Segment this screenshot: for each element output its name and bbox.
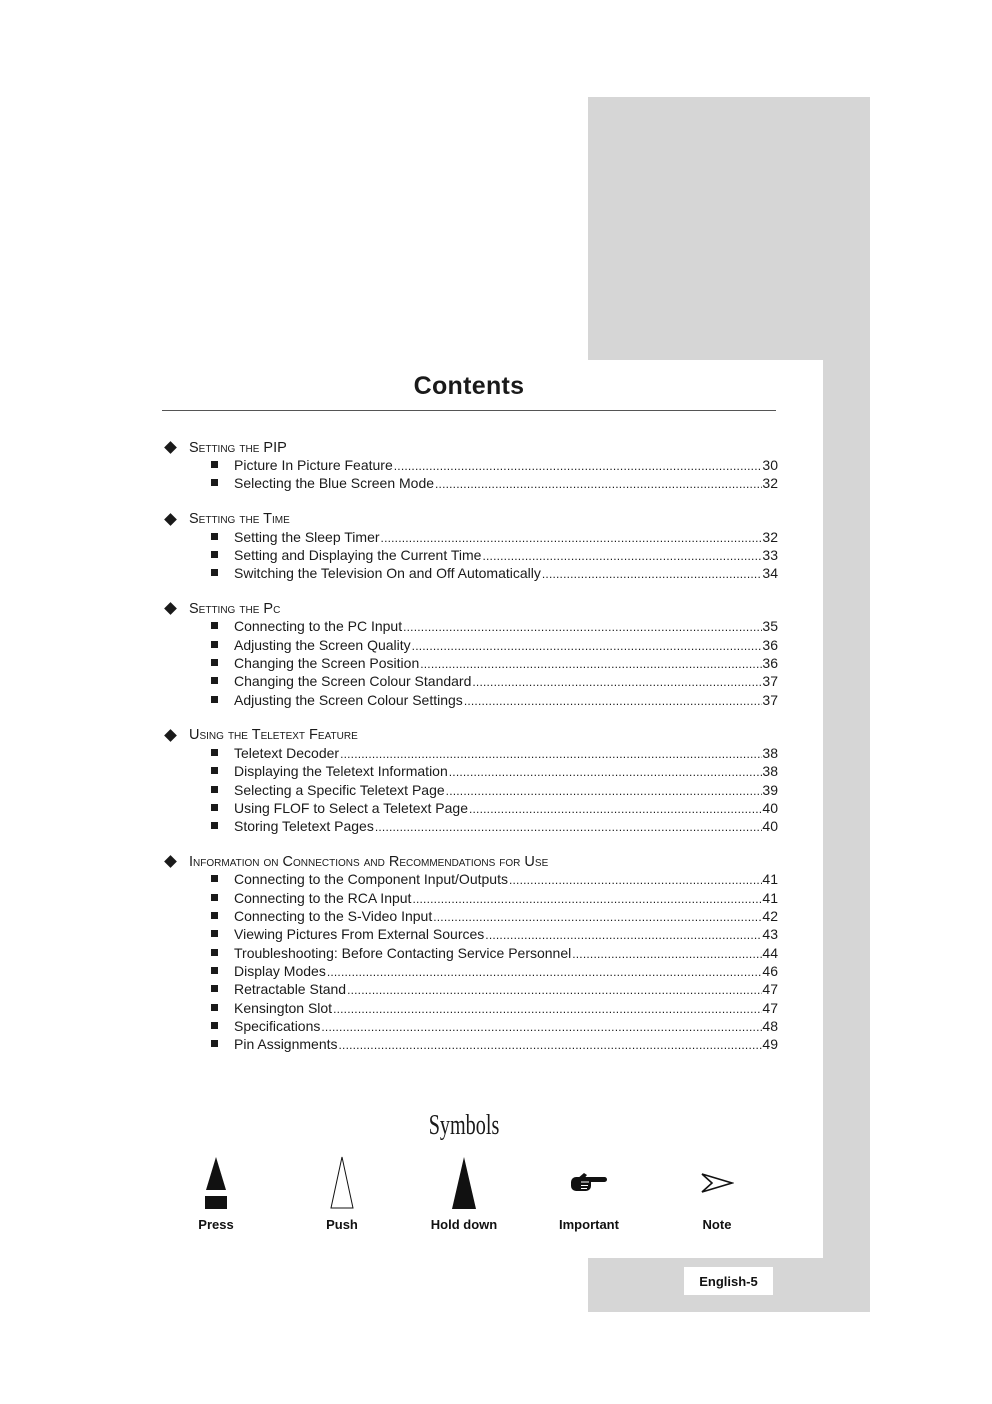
- symbol-push: [282, 1155, 402, 1232]
- toc-entry-label: Storing Teletext Pages: [234, 818, 374, 835]
- square-bullet-icon: [211, 659, 218, 666]
- toc-entry: [162, 655, 778, 673]
- square-bullet-icon: [211, 641, 218, 648]
- toc-entry-label: Setting the Sleep Timer: [234, 528, 380, 545]
- toc-entry-label: Using FLOF to Select a Teletext Page: [234, 799, 468, 816]
- diamond-bullet-icon: [164, 441, 177, 454]
- section-heading-text: Setting the PIP: [189, 439, 287, 456]
- toc-entry-label: Changing the Screen Position: [234, 655, 420, 672]
- toc-entry-page: 34: [762, 565, 778, 582]
- section-heading: [162, 510, 778, 529]
- toc-entry-label: Connecting to the PC Input: [234, 618, 403, 635]
- toc-entry: [162, 529, 778, 547]
- square-bullet-icon: [211, 696, 218, 703]
- toc-entry-label: Retractable Stand: [234, 981, 347, 998]
- toc-entry: [162, 800, 778, 818]
- square-bullet-icon: [211, 551, 218, 558]
- toc-entry-label: Specifications: [234, 1017, 321, 1034]
- title-divider: [162, 410, 776, 411]
- toc-entry-page: 44: [762, 944, 778, 961]
- square-bullet-icon: [211, 804, 218, 811]
- square-bullet-icon: [211, 1040, 218, 1047]
- toc-entry-page: 47: [762, 999, 778, 1016]
- toc-entry-label: Changing the Screen Colour Standard: [234, 673, 472, 690]
- toc-entry-label: Connecting to the S-Video Input: [234, 908, 433, 925]
- section-heading-text: Setting the Time: [189, 511, 290, 528]
- square-bullet-icon: [211, 461, 218, 468]
- symbols-title: Symbols: [428, 1110, 500, 1141]
- dot-leader: [320, 1020, 762, 1034]
- page-number-label: English-5: [684, 1267, 773, 1295]
- push-icon: [328, 1155, 356, 1211]
- toc-entry-page: 47: [762, 981, 778, 998]
- toc-entry: [162, 692, 778, 710]
- toc-section: [162, 726, 778, 836]
- toc-entry-label: Teletext Decoder: [234, 744, 340, 761]
- toc-section: [162, 852, 778, 1054]
- toc-section: [162, 510, 778, 584]
- square-bullet-icon: [211, 767, 218, 774]
- toc-entry-page: 30: [762, 457, 778, 473]
- toc-entry: [162, 981, 778, 999]
- toc-entry-label: Adjusting the Screen Quality: [234, 636, 411, 653]
- toc-entry-page: 33: [762, 546, 778, 563]
- toc-entry-label: Kensington Slot: [234, 999, 333, 1016]
- dot-leader: [411, 892, 762, 906]
- square-bullet-icon: [211, 912, 218, 919]
- toc-entry: [162, 745, 778, 763]
- toc-entry-label: Adjusting the Screen Colour Settings: [234, 691, 463, 708]
- dot-leader: [432, 910, 762, 924]
- toc-entry: [162, 908, 778, 926]
- dot-leader: [346, 983, 762, 997]
- symbol-label: Important: [559, 1217, 619, 1232]
- toc-entry-page: 43: [762, 926, 778, 943]
- toc-entry-page: 39: [762, 781, 778, 798]
- square-bullet-icon: [211, 930, 218, 937]
- square-bullet-icon: [211, 1004, 218, 1011]
- symbol-press: [156, 1155, 276, 1232]
- dot-leader: [411, 639, 763, 653]
- dot-leader: [445, 784, 763, 798]
- page-title: Contents: [413, 372, 525, 400]
- toc-entry-page: 38: [762, 744, 778, 761]
- toc-entry-page: 37: [762, 673, 778, 690]
- toc-entry-label: Displaying the Teletext Information: [234, 763, 448, 780]
- toc-entry: [162, 637, 778, 655]
- toc-entry: [162, 475, 778, 493]
- square-bullet-icon: [211, 949, 218, 956]
- symbol-label: Hold down: [430, 1217, 498, 1232]
- toc-entry-label: Switching the Television On and Off Automatically: [234, 565, 541, 582]
- toc-entry-page: 42: [762, 908, 778, 925]
- toc-entry-label: Picture In Picture Feature: [234, 457, 393, 473]
- symbol-label: Press: [198, 1217, 234, 1232]
- section-heading-text: Information on Connections and Recommendations for Use: [189, 853, 549, 870]
- table-of-contents: [162, 438, 778, 1070]
- toc-entry-page: 46: [762, 962, 778, 979]
- dot-leader: [508, 873, 762, 887]
- decor-grey-strip-right: [823, 360, 870, 1312]
- square-bullet-icon: [211, 533, 218, 540]
- press-icon: [203, 1155, 229, 1211]
- dot-leader: [419, 657, 762, 671]
- square-bullet-icon: [211, 967, 218, 974]
- dot-leader: [339, 747, 762, 761]
- toc-entry-label: Connecting to the Component Input/Outputs: [234, 871, 508, 888]
- arrowhead-icon: [700, 1155, 734, 1211]
- dot-leader: [481, 549, 762, 563]
- toc-entry: [162, 1000, 778, 1018]
- toc-entry: [162, 1018, 778, 1036]
- square-bullet-icon: [211, 749, 218, 756]
- dot-leader: [463, 694, 763, 708]
- dot-leader: [402, 620, 762, 634]
- symbol-label: Push: [326, 1217, 358, 1232]
- symbol-important: [529, 1155, 649, 1232]
- section-heading-text: Setting the Pc: [189, 600, 281, 617]
- dot-leader: [332, 1002, 762, 1016]
- toc-entry: [162, 871, 778, 889]
- symbol-hold-down: [404, 1155, 524, 1232]
- toc-entry-label: Selecting a Specific Teletext Page: [234, 781, 445, 798]
- square-bullet-icon: [211, 985, 218, 992]
- toc-entry: [162, 890, 778, 908]
- toc-entry: [162, 945, 778, 963]
- toc-entry: [162, 926, 778, 944]
- hold-down-icon: [450, 1155, 478, 1211]
- section-heading: [162, 438, 778, 457]
- dot-leader: [484, 928, 762, 942]
- square-bullet-icon: [211, 569, 218, 576]
- square-bullet-icon: [211, 677, 218, 684]
- section-heading: [162, 726, 778, 745]
- square-bullet-icon: [211, 822, 218, 829]
- toc-entry-page: 40: [762, 818, 778, 835]
- symbol-label: Note: [702, 1217, 732, 1232]
- toc-entry: [162, 782, 778, 800]
- toc-entry: [162, 547, 778, 565]
- toc-entry-page: 36: [762, 655, 778, 672]
- section-heading: [162, 599, 778, 618]
- dot-leader: [374, 820, 763, 834]
- toc-entry: [162, 1036, 778, 1054]
- toc-entry: [162, 763, 778, 781]
- toc-entry: [162, 818, 778, 836]
- section-heading-text: Using the Teletext Feature: [189, 727, 358, 744]
- toc-entry: [162, 673, 778, 691]
- dot-leader: [448, 765, 763, 779]
- dot-leader: [393, 459, 763, 473]
- decor-grey-block-top: [588, 97, 870, 360]
- dot-leader: [326, 965, 763, 979]
- symbol-note: [657, 1155, 777, 1232]
- toc-entry-label: Troubleshooting: Before Contacting Service Personnel: [234, 944, 572, 961]
- toc-entry-label: Connecting to the RCA Input: [234, 889, 412, 906]
- diamond-bullet-icon: [164, 729, 177, 742]
- dot-leader: [571, 947, 762, 961]
- toc-entry-page: 38: [762, 763, 778, 780]
- dot-leader: [468, 802, 762, 816]
- diamond-bullet-icon: [164, 513, 177, 526]
- dot-leader: [434, 477, 762, 491]
- toc-entry-page: 41: [762, 871, 778, 888]
- toc-entry-label: Setting and Displaying the Current Time: [234, 546, 482, 563]
- toc-section: [162, 438, 778, 494]
- toc-entry-label: Viewing Pictures From External Sources: [234, 926, 485, 943]
- toc-entry-page: 49: [762, 1036, 778, 1053]
- diamond-bullet-icon: [164, 603, 177, 616]
- toc-entry-page: 41: [762, 889, 778, 906]
- toc-entry: [162, 457, 778, 475]
- toc-entry-page: 48: [762, 1017, 778, 1034]
- toc-entry-page: 40: [762, 799, 778, 816]
- toc-entry-page: 32: [762, 528, 778, 545]
- toc-entry-page: 37: [762, 691, 778, 708]
- toc-entry-label: Pin Assignments: [234, 1036, 338, 1053]
- section-heading: [162, 852, 778, 871]
- toc-entry: [162, 565, 778, 583]
- dot-leader: [338, 1038, 763, 1052]
- pointing-hand-icon: [569, 1155, 609, 1211]
- square-bullet-icon: [211, 894, 218, 901]
- toc-entry: [162, 618, 778, 636]
- square-bullet-icon: [211, 1022, 218, 1029]
- toc-entry-page: 36: [762, 636, 778, 653]
- square-bullet-icon: [211, 622, 218, 629]
- toc-entry-label: Selecting the Blue Screen Mode: [234, 475, 435, 492]
- square-bullet-icon: [211, 479, 218, 486]
- toc-entry: [162, 963, 778, 981]
- toc-entry-label: Display Modes: [234, 962, 326, 979]
- toc-entry-page: 32: [762, 475, 778, 492]
- toc-section: [162, 599, 778, 709]
- dot-leader: [380, 531, 763, 545]
- square-bullet-icon: [211, 875, 218, 882]
- dot-leader: [471, 675, 762, 689]
- toc-entry-page: 35: [762, 618, 778, 635]
- square-bullet-icon: [211, 786, 218, 793]
- dot-leader: [541, 567, 763, 581]
- diamond-bullet-icon: [164, 856, 177, 869]
